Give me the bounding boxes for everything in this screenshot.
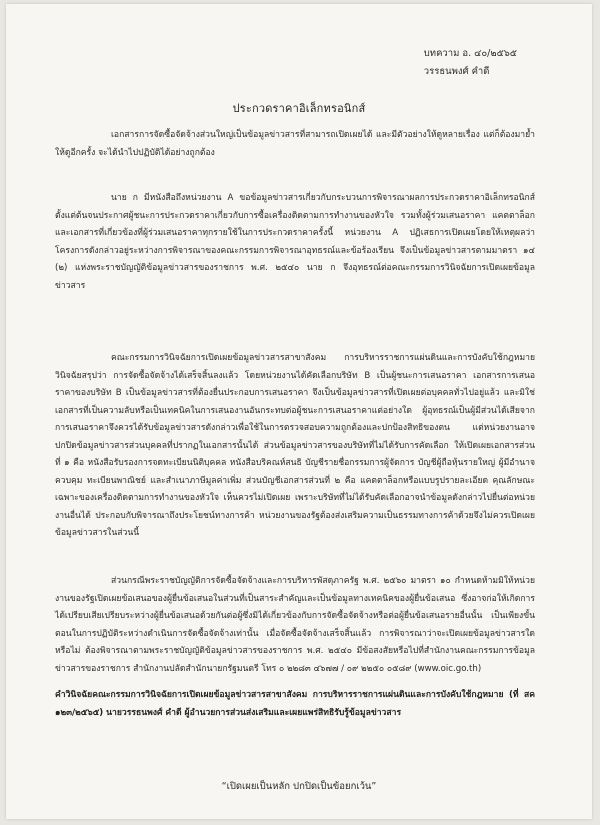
paragraph-decision-reference: คำวินิจฉัยคณะกรรมการวินิจฉัยการเปิดเผยข้อมูลข่าวสารสาขาสังคม การบริหารราชการแผ่นดินและการบังคับใช้กฎหมาย (ที่ สค ๑๒๓/๒๕๖๕) นายวรรธนพงศ์ คำดี ผู้อำนวยการส่วนส่งเสริมและเผยแพร่สิทธิรับรู้ข้อมูลข่าวสาร [55, 690, 535, 718]
author-name: วรรธนพงศ์ คำดี [423, 66, 490, 77]
document-title: ประกวดราคาอิเล็กทรอนิกส์ [232, 102, 366, 115]
document-page [6, 4, 592, 819]
paragraph-case: นาย ก มีหนังสือถึงหน่วยงาน A ขอข้อมูลข่าวสารเกี่ยวกับกระบวนการพิจารณาผลการประกวดราคาอิเล็กทรอนิกส์ตั้งแต่ต้นจนประกาศผู้ชนะการประกวดราคาเกี่ยวกับการซื้อเครื่องติดตามการทำงานของหัวใจ รวมทั้งผู้ร่วมเสนอราคา แคตตาล็อกและเอกสารที่เกี่ยวข้องที่ผู้ร่วมเสนอราคาทุกรายใช้ในการประกวดราคาครั้งนี้ หน่วยงาน A ปฏิเสธการเปิดเผยโดยให้เหตุผลว่า โครงการดังกล่าวอยู่ระหว่างการพิจารณาของคณะกรรมการพิจารณาอุทธรณ์และข้อร้องเรียน จึงเป็นข้อมูลข่าวสารตามมาตรา ๑๔ (๒) แห่งพระราชบัญญัติข้อมูลข่าวสารของราชการ พ.ศ. ๒๕๔๐ นาย ก จึงอุทธรณ์ต่อคณะกรรมการวินิจฉัยการเปิดเผยข้อมูลข่าวสาร [55, 193, 535, 291]
motto: “เปิดเผยเป็นหลัก ปกปิดเป็นข้อยกเว้น” [221, 781, 377, 792]
paragraph-ruling: คณะกรรมการวินิจฉัยการเปิดเผยข้อมูลข่าวสารสาขาสังคม การบริหารราชการแผ่นดินและการบังคับใช้กฎหมาย วินิจฉัยสรุปว่า การจัดซื้อจัดจ้างได้เสร็จสิ้นลงแล้ว โดยหน่วยงานได้คัดเลือกบริษัท B เป็นผู้ชนะการเสนอราคา เอกสารการเสนอราคาของบริษัท B เป็นข้อมูลข่าวสารที่ต้องยื่นประกอบการเสนอราคา จึงเป็นข้อมูลข่าวสารที่เปิดเผยต่อบุคคลทั่วไปอยู่แล้ว และมิใช่เอกสารที่เป็นความลับหรือเป็นเทคนิคในการเสนองานอันกระทบต่อผู้ชนะการเสนอราคาแต่อย่างใด ผู้อุทธรณ์เป็นผู้มีส่วนได้เสียจากการเสนอราคาจึงควรได้รับข้อมูลข่าวสารดังกล่าวเพื่อใช้ในการตรวจสอบความถูกต้องและปกป้องสิทธิของตน แต่หน่วยงานอาจปกปิดข้อมูลข่าวสารส่วนบุคคลที่ปรากฏในเอกสารนั้นได้ ส่วนข้อมูลข่าวสารของบริษัทที่ไม่ได้รับการคัดเลือก ให้เปิดเผยเอกสารส่วนที่ ๑ คือ หนังสือรับรองการจดทะเบียนนิติบุคคล หนังสือบริคณห์สนธิ บัญชีรายชื่อกรรมการผู้จัดการ บัญชีผู้ถือหุ้นรายใหญ่ ผู้มีอำนาจควบคุม ทะเบียนพาณิชย์ และสำเนาภาษีมูลค่าเพิ่ม ส่วนบัญชีเอกสารส่วนที่ ๒ คือ แคตตาล็อกหรือแบบรูปรายละเอียด คุณลักษณะเฉพาะของเครื่องติดตามการทำงานของหัวใจ เห็นควรไม่เปิดเผย เพราะบริษัทที่ไม่ได้รับคัดเลือกอาจนำข้อมูลดังกล่าวไปยื่นต่อหน่วยงานอื่นได้ ประกอบกับพิจารณาถึงประโยชน์ทางการค้า หน่วยงานของรัฐต้องส่งเสริมความเป็นธรรมทางการค้าด้วยจึงไม่ควรเปิดเผยข้อมูลข่าวสารในส่วนนี้ [55, 353, 535, 538]
article-number: บทความ อ. ๔๐/๒๕๖๕ [423, 48, 517, 59]
article-reference [424, 45, 517, 81]
paragraph-procurement-act: ส่วนกรณีพระราชบัญญัติการจัดซื้อจัดจ้างและการบริหารพัสดุภาครัฐ พ.ศ. ๒๕๖๐ มาตรา ๑๐ กำหนดห้ามมิให้หน่วยงานของรัฐเปิดเผยข้อเสนอของผู้ยื่นข้อเสนอในส่วนที่เป็นสาระสำคัญและเป็นข้อมูลทางเทคนิคของผู้ยื่นข้อเสนอ ซึ่งอาจก่อให้เกิดการได้เปรียบเสียเปรียบระหว่างผู้ยื่นข้อเสนอด้วยกันต่อผู้ซึ่งมิได้เกี่ยวข้องกับการจัดซื้อจัดจ้างหรือต่อผู้ยื่นข้อเสนอรายอื่นนั้น เป็นเพียงขั้นตอนในการปฏิบัติระหว่างดำเนินการจัดซื้อจัดจ้างเท่านั้น เมื่อจัดซื้อจัดจ้างเสร็จสิ้นแล้ว การพิจารณาว่าจะเปิดเผยข้อมูลข่าวสารใดหรือไม่ ต้องพิจารณาตามพระราชบัญญัติข้อมูลข่าวสารของราชการ พ.ศ. ๒๕๔๐ มีข้อสงสัยหรือไปที่สำนักงานคณะกรรมการข้อมูลข่าวสารของราชการ สำนักงานปลัดสำนักนายกรัฐมนตรี โทร ๐ ๒๒๘๓ ๔๖๗๗ / ๐๙ ๒๒๕๐ ๐๕๘๙ (www.oic.go.th) [55, 576, 535, 674]
paragraph-intro: เอกสารการจัดซื้อจัดจ้างส่วนใหญ่เป็นข้อมูลข่าวสารที่สามารถเปิดเผยได้ และมีตัวอย่างให้ดูหลายเรื่อง แต่ก็ต้องมาย้ำให้ดูอีกครั้ง จะได้นำไปปฏิบัติได้อย่างถูกต้อง [55, 130, 535, 158]
